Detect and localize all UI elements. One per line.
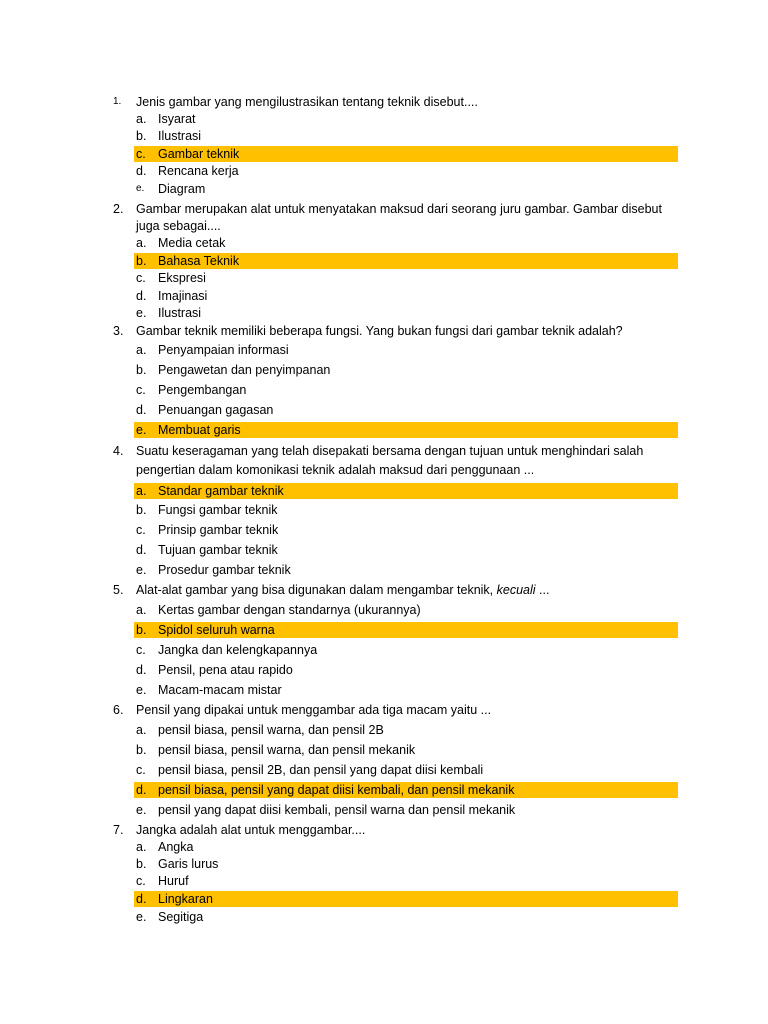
option-letter: b.	[136, 363, 147, 377]
option-letter: b.	[136, 503, 147, 517]
highlighted-answer-option	[134, 483, 678, 499]
option-letter: b.	[136, 254, 147, 268]
option-letter: c.	[136, 147, 146, 161]
option-letter: e.	[136, 563, 147, 577]
option-text: Lingkaran	[158, 892, 213, 906]
option-letter: c.	[136, 523, 146, 537]
question-text: Jangka adalah alat untuk menggambar....	[136, 823, 366, 837]
question-number: 6.	[113, 703, 124, 717]
option-text: Pengawetan dan penyimpanan	[158, 363, 331, 377]
option-text: Rencana kerja	[158, 164, 239, 178]
question-text: Suatu keseragaman yang telah disepakati bersama dengan tujuan untuk menghindari salah	[136, 444, 644, 458]
question-row	[0, 582, 768, 598]
question-number: 4.	[113, 444, 124, 458]
answer-option	[134, 342, 678, 358]
option-text: Diagram	[158, 182, 206, 196]
option-letter: e.	[136, 910, 147, 924]
answer-option	[134, 909, 678, 925]
answer-option	[134, 235, 678, 251]
answer-option	[134, 522, 678, 538]
option-text: Bahasa Teknik	[158, 254, 240, 268]
option-text: Macam-macam mistar	[158, 683, 282, 697]
option-letter: b.	[136, 623, 147, 637]
option-letter: a.	[136, 603, 147, 617]
answer-option	[134, 402, 678, 418]
question-text-emphasis: kecuali	[496, 583, 536, 597]
answer-option	[134, 802, 678, 818]
answer-option	[134, 502, 678, 518]
option-text: Garis lurus	[158, 857, 219, 871]
option-letter: e.	[136, 683, 147, 697]
option-letter: c.	[136, 763, 146, 777]
highlighted-answer-option	[134, 146, 678, 162]
question-text	[136, 582, 549, 598]
question-text-end: ...	[535, 583, 550, 597]
highlighted-answer-option	[134, 253, 678, 269]
option-letter: a.	[136, 236, 147, 250]
option-text: pensil biasa, pensil warna, dan pensil 2B	[158, 723, 384, 737]
answer-option	[134, 682, 678, 698]
answer-option	[134, 128, 678, 144]
question-number: 5.	[113, 583, 124, 597]
highlighted-answer-option	[134, 891, 678, 907]
option-letter: d.	[136, 783, 147, 797]
option-text: Ekspresi	[158, 271, 206, 285]
answer-option	[134, 382, 678, 398]
question-text: Jenis gambar yang mengilustrasikan tentang teknik disebut....	[136, 95, 478, 109]
option-text: Media cetak	[158, 236, 226, 250]
answer-option	[134, 642, 678, 658]
answer-option	[134, 542, 678, 558]
option-letter: e.	[136, 183, 145, 194]
option-letter: c.	[136, 874, 146, 888]
question-text: Gambar teknik memiliki beberapa fungsi. Yang bukan fungsi dari gambar teknik adalah?	[136, 324, 623, 338]
question-text: juga sebagai....	[136, 219, 221, 233]
option-letter: c.	[136, 383, 146, 397]
answer-option	[134, 181, 678, 197]
option-letter: a.	[136, 112, 147, 126]
answer-option	[134, 839, 678, 855]
question-row	[0, 822, 768, 838]
answer-option	[134, 762, 678, 778]
option-letter: e.	[136, 803, 147, 817]
option-text: Tujuan gambar teknik	[158, 543, 278, 557]
question-number: 7.	[113, 823, 124, 837]
highlighted-answer-option	[134, 622, 678, 638]
answer-option	[134, 602, 678, 618]
option-text: pensil biasa, pensil yang dapat diisi kembali, dan pensil mekanik	[158, 783, 515, 797]
option-text: Pengembangan	[158, 383, 247, 397]
answer-option	[134, 873, 678, 889]
question-row	[0, 443, 768, 459]
answer-option	[134, 288, 678, 304]
question-number: 3.	[113, 324, 124, 338]
option-letter: d.	[136, 543, 147, 557]
option-text: Imajinasi	[158, 289, 208, 303]
answer-option	[134, 362, 678, 378]
option-text: Isyarat	[158, 112, 196, 126]
option-letter: c.	[136, 643, 146, 657]
option-text: Jangka dan kelengkapannya	[158, 643, 318, 657]
option-letter: a.	[136, 484, 147, 498]
answer-option	[134, 270, 678, 286]
option-letter: b.	[136, 743, 147, 757]
option-text: pensil yang dapat diisi kembali, pensil warna dan pensil mekanik	[158, 803, 516, 817]
option-text: Prinsip gambar teknik	[158, 523, 279, 537]
option-letter: b.	[136, 857, 147, 871]
option-text: Huruf	[158, 874, 189, 888]
option-letter: d.	[136, 892, 147, 906]
option-letter: e.	[136, 423, 147, 437]
option-letter: d.	[136, 663, 147, 677]
option-text: Penyampaian informasi	[158, 343, 289, 357]
option-text: Kertas gambar dengan standarnya (ukurannya)	[158, 603, 421, 617]
highlighted-answer-option	[134, 422, 678, 438]
question-text-main: Alat-alat gambar yang bisa digunakan dalam mengambar teknik,	[136, 583, 497, 597]
highlighted-answer-option	[134, 782, 678, 798]
option-text: pensil biasa, pensil 2B, dan pensil yang dapat diisi kembali	[158, 763, 484, 777]
question-row	[0, 94, 768, 110]
question-text: Pensil yang dipakai untuk menggambar ada tiga macam yaitu ...	[136, 703, 492, 717]
answer-option	[134, 722, 678, 738]
option-text: pensil biasa, pensil warna, dan pensil mekanik	[158, 743, 416, 757]
question-row	[0, 702, 768, 718]
option-letter: a.	[136, 723, 147, 737]
option-text: Pensil, pena atau rapido	[158, 663, 293, 677]
question-number: 1.	[113, 96, 122, 107]
option-letter: d.	[136, 403, 147, 417]
option-text: Angka	[158, 840, 194, 854]
option-text: Spidol seluruh warna	[158, 623, 275, 637]
option-text: Segitiga	[158, 910, 204, 924]
option-letter: d.	[136, 289, 147, 303]
option-letter: a.	[136, 343, 147, 357]
option-letter: c.	[136, 271, 146, 285]
option-text: Ilustrasi	[158, 306, 202, 320]
option-text: Gambar teknik	[158, 147, 240, 161]
option-text: Membuat garis	[158, 423, 241, 437]
answer-option	[134, 662, 678, 678]
question-text: Gambar merupakan alat untuk menyatakan maksud dari seorang juru gambar. Gambar disebut	[136, 202, 662, 216]
question-number: 2.	[113, 202, 124, 216]
option-text: Standar gambar teknik	[158, 484, 284, 498]
question-row	[0, 323, 768, 339]
answer-option	[134, 163, 678, 179]
question-row-continuation	[0, 462, 768, 478]
question-row-continuation	[0, 218, 768, 234]
answer-option	[134, 856, 678, 872]
question-text: pengertian dalam komonikasi teknik adalah maksud dari penggunaan ...	[136, 463, 535, 477]
option-text: Penuangan gagasan	[158, 403, 274, 417]
option-text: Ilustrasi	[158, 129, 202, 143]
option-text: Prosedur gambar teknik	[158, 563, 291, 577]
answer-option	[134, 562, 678, 578]
option-letter: a.	[136, 840, 147, 854]
option-letter: e.	[136, 306, 147, 320]
question-row	[0, 201, 768, 217]
option-letter: d.	[136, 164, 147, 178]
answer-option	[134, 111, 678, 127]
option-text: Fungsi gambar teknik	[158, 503, 278, 517]
option-letter: b.	[136, 129, 147, 143]
answer-option	[134, 742, 678, 758]
answer-option	[134, 305, 678, 321]
